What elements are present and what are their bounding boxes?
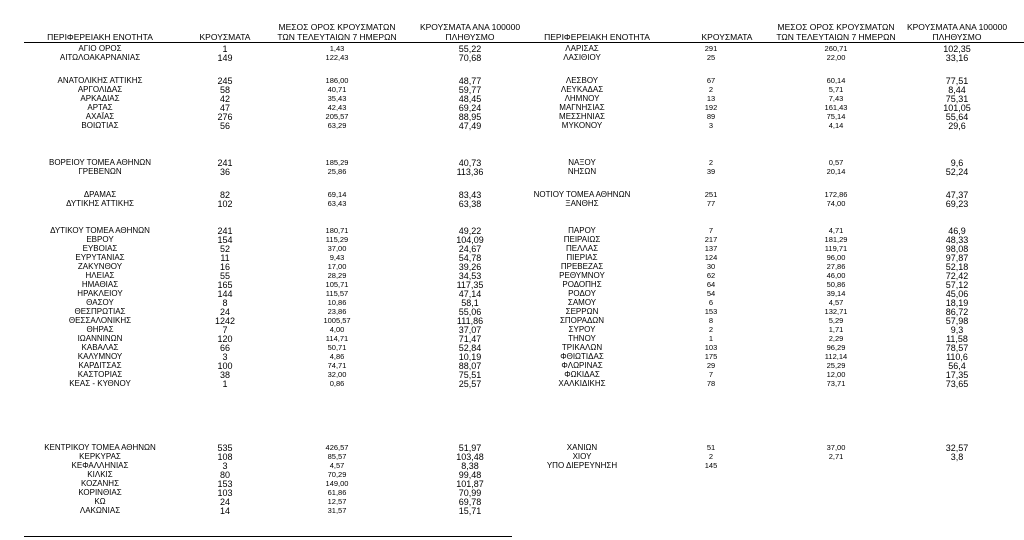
cell-per100k: 18,19: [945, 298, 969, 308]
cell-name: ΛΗΜΝΟΥ: [564, 94, 600, 103]
cell-cases: 149: [217, 53, 233, 63]
cell-avg: 161,43: [824, 103, 848, 112]
cell-avg: 17,00: [327, 262, 347, 271]
cell-avg: 50,71: [327, 343, 347, 352]
cell-avg: 25,29: [826, 361, 846, 370]
cell-per100k: 9,6: [950, 158, 964, 168]
cell-avg: 12,57: [327, 497, 347, 506]
cell-cases: 14: [219, 506, 231, 516]
cell-avg: 96,29: [826, 343, 846, 352]
cell-avg: 31,57: [327, 506, 347, 515]
cell-per100k: 69,78: [458, 497, 482, 507]
cell-cases: 39: [706, 167, 716, 176]
cell-per100k: 88,07: [458, 361, 482, 371]
cell-avg: 119,71: [824, 244, 848, 253]
cell-cases: 241: [217, 226, 233, 236]
cell-name: ΑΝΑΤΟΛΙΚΗΣ ΑΤΤΙΚΗΣ: [57, 76, 143, 85]
cell-name: ΕΥΡΥΤΑΝΙΑΣ: [75, 253, 125, 262]
cell-per100k: 110,6: [946, 352, 968, 362]
cell-avg: 115,57: [325, 289, 349, 298]
cell-per100k: 10,19: [458, 352, 482, 362]
cell-name: ΚΙΛΚΙΣ: [87, 470, 113, 479]
cell-per100k: 86,72: [945, 307, 969, 317]
cell-avg: 23,86: [327, 307, 347, 316]
cell-per100k: 9,3: [950, 325, 964, 335]
header-underline: [24, 42, 512, 43]
cell-cases: 7: [708, 370, 714, 379]
cell-avg: 4,86: [329, 352, 345, 361]
cell-per100k: 75,31: [945, 94, 969, 104]
cell-per100k: 73,65: [945, 379, 969, 389]
cell-per100k: 78,57: [945, 343, 969, 353]
cell-per100k: 71,47: [458, 334, 482, 344]
cell-name: ΕΒΡΟΥ: [86, 235, 114, 244]
cell-cases: 153: [217, 479, 233, 489]
cell-name: ΠΡΕΒΕΖΑΣ: [560, 262, 604, 271]
cell-avg: 7,43: [828, 94, 844, 103]
cell-name: ΑΡΚΑΔΙΑΣ: [80, 94, 120, 103]
cell-cases: 7: [708, 226, 714, 235]
cell-avg: 4,57: [828, 298, 844, 307]
cell-per100k: 24,67: [458, 244, 482, 254]
cell-cases: 13: [706, 94, 716, 103]
cell-cases: 36: [219, 167, 231, 177]
cell-per100k: 83,43: [458, 190, 482, 200]
cell-avg: 20,14: [826, 167, 846, 176]
cell-name: ΚΑΛΥΜΝΟΥ: [77, 352, 123, 361]
cell-name: ΙΩΑΝΝΙΝΩΝ: [77, 334, 123, 343]
cell-cases: 145: [704, 461, 718, 470]
header-per100k-1: ΚΡΟΥΣΜΑΤΑ ΑΝΑ 100000: [419, 22, 521, 32]
cell-cases: 16: [219, 262, 231, 272]
cell-cases: 58: [219, 85, 231, 95]
cell-per100k: 75,51: [458, 370, 482, 380]
cell-name: ΗΡΑΚΛΕΙΟΥ: [77, 289, 123, 298]
header-cases: ΚΡΟΥΣΜΑΤΑ: [701, 32, 753, 42]
cell-name: ΚΕΑΣ - ΚΥΘΝΟΥ: [69, 379, 131, 388]
cell-cases: 245: [217, 76, 233, 86]
cell-avg: 1005,57: [323, 316, 351, 325]
cell-cases: 103: [217, 488, 233, 498]
cell-avg: 105,71: [325, 280, 349, 289]
cell-name: ΚΩ: [94, 497, 106, 506]
cell-avg: 4,57: [329, 461, 345, 470]
cell-per100k: 101,87: [456, 479, 484, 489]
cell-name: ΗΛΕΙΑΣ: [85, 271, 115, 280]
cell-avg: 42,43: [327, 103, 347, 112]
cell-per100k: 98,08: [945, 244, 969, 254]
cell-cases: 29: [706, 361, 716, 370]
cell-per100k: 39,26: [458, 262, 482, 272]
cell-per100k: 57,12: [945, 280, 969, 290]
cell-per100k: 48,45: [458, 94, 482, 104]
cell-cases: 11: [220, 253, 230, 263]
cell-avg: 40,71: [327, 85, 347, 94]
cell-cases: 64: [706, 280, 716, 289]
header-per100k-1: ΚΡΟΥΣΜΑΤΑ ΑΝΑ 100000: [906, 22, 1008, 32]
cell-avg: 60,14: [826, 76, 846, 85]
cell-cases: 55: [219, 271, 231, 281]
cell-per100k: 11,58: [946, 334, 968, 344]
cell-name: ΖΑΚΥΝΘΟΥ: [77, 262, 123, 271]
cell-cases: 1: [222, 44, 228, 54]
cell-per100k: 72,42: [945, 271, 969, 281]
cell-name: ΚΕΦΑΛΛΗΝΙΑΣ: [71, 461, 129, 470]
cell-avg: 122,43: [325, 53, 349, 62]
cell-avg: 180,71: [325, 226, 349, 235]
cell-per100k: 46,9: [948, 226, 966, 236]
cell-cases: 100: [217, 361, 233, 371]
cell-per100k: 8,38: [461, 461, 479, 471]
cell-per100k: 113,36: [456, 167, 484, 177]
cell-per100k: 45,06: [945, 289, 969, 299]
cell-cases: 67: [706, 76, 716, 85]
cell-name: ΘΑΣΟΥ: [86, 298, 114, 307]
header-avg-1: ΜΕΣΟΣ ΟΡΟΣ ΚΡΟΥΣΜΑΤΩΝ: [777, 22, 895, 32]
cell-cases: 2: [708, 85, 714, 94]
header-per100k-2: ΠΛΗΘΥΣΜΟ: [445, 32, 495, 42]
cell-cases: 77: [706, 199, 716, 208]
cell-name: ΕΥΒΟΙΑΣ: [82, 244, 118, 253]
cell-cases: 165: [217, 280, 233, 290]
cell-per100k: 70,68: [458, 53, 482, 63]
cell-name: ΠΑΡΟΥ: [568, 226, 596, 235]
cell-cases: 175: [704, 352, 718, 361]
cell-cases: 1: [222, 379, 228, 389]
right-table: [512, 0, 1024, 540]
cell-cases: 124: [704, 253, 718, 262]
cell-per100k: 102,35: [943, 44, 971, 54]
cell-per100k: 8,44: [948, 85, 966, 95]
header-region: ΠΕΡΙΦΕΡΕΙΑΚΗ ΕΝΟΤΗΤΑ: [544, 32, 650, 42]
cell-per100k: 103,48: [456, 452, 484, 462]
cell-avg: 37,00: [327, 244, 347, 253]
cell-name: ΑΡΤΑΣ: [87, 103, 113, 112]
cell-cases: 3: [222, 352, 228, 362]
cell-cases: 78: [706, 379, 716, 388]
cell-cases: 82: [219, 190, 231, 200]
header-per100k-2: ΠΛΗΘΥΣΜΟ: [932, 32, 982, 42]
cell-avg: 205,57: [325, 112, 349, 121]
cell-cases: 24: [219, 307, 231, 317]
cell-avg: 114,71: [325, 334, 349, 343]
cell-name: ΛΕΣΒΟΥ: [565, 76, 599, 85]
cell-cases: 103: [704, 343, 718, 352]
cell-avg: 2,71: [828, 452, 844, 461]
cell-cases: 3: [222, 461, 228, 471]
cell-per100k: 47,14: [458, 289, 482, 299]
cell-per100k: 99,48: [458, 470, 482, 480]
cell-per100k: 117,35: [456, 280, 484, 290]
cell-cases: 217: [704, 235, 718, 244]
cell-name: ΑΓΙΟ ΟΡΟΣ: [78, 44, 122, 53]
cell-name: ΧΑΛΚΙΔΙΚΗΣ: [558, 379, 606, 388]
cell-avg: 1,43: [329, 44, 345, 53]
cell-name: ΜΑΓΝΗΣΙΑΣ: [559, 103, 605, 112]
cell-name: ΓΡΕΒΕΝΩΝ: [78, 167, 122, 176]
cell-cases: 108: [217, 452, 233, 462]
header-avg-2: ΤΩΝ ΤΕΛΕΥΤΑΙΩΝ 7 ΗΜΕΡΩΝ: [277, 32, 397, 42]
cell-cases: 56: [219, 121, 231, 131]
cell-name: ΣΠΟΡΑΔΩΝ: [559, 316, 605, 325]
cell-per100k: 63,38: [458, 199, 482, 209]
cell-cases: 192: [704, 103, 718, 112]
cell-avg: 39,14: [826, 289, 846, 298]
cell-avg: 4,14: [828, 121, 844, 130]
cell-cases: 153: [704, 307, 718, 316]
cell-avg: 260,71: [824, 44, 848, 53]
cell-per100k: 101,05: [943, 103, 971, 113]
header-cases: ΚΡΟΥΣΜΑΤΑ: [199, 32, 251, 42]
cell-per100k: 104,09: [456, 235, 484, 245]
cell-avg: 37,00: [826, 443, 846, 452]
header-underline: [512, 42, 1024, 43]
cell-name: ΣΥΡΟΥ: [568, 325, 596, 334]
cell-avg: 61,86: [327, 488, 347, 497]
cell-per100k: 51,97: [458, 443, 482, 453]
cell-avg: 50,86: [826, 280, 846, 289]
cell-per100k: 97,87: [945, 253, 969, 263]
cell-cases: 47: [219, 103, 231, 113]
cell-name: ΜΥΚΟΝΟΥ: [561, 121, 603, 130]
cell-name: ΜΕΣΣΗΝΙΑΣ: [559, 112, 605, 121]
cell-avg: 27,86: [826, 262, 846, 271]
cell-per100k: 69,23: [945, 199, 969, 209]
cell-per100k: 34,53: [458, 271, 482, 281]
cell-name: ΡΟΔΟΠΗΣ: [562, 280, 602, 289]
cell-name: ΚΑΣΤΟΡΙΑΣ: [77, 370, 123, 379]
cell-cases: 154: [217, 235, 233, 245]
cell-name: ΦΩΚΙΔΑΣ: [564, 370, 600, 379]
cell-per100k: 32,57: [945, 443, 969, 453]
header-region: ΠΕΡΙΦΕΡΕΙΑΚΗ ΕΝΟΤΗΤΑ: [47, 32, 153, 42]
cell-cases: 38: [219, 370, 231, 380]
cell-name: ΔΥΤΙΚΟΥ ΤΟΜΕΑ ΑΘΗΝΩΝ: [50, 226, 150, 235]
cell-avg: 9,43: [329, 253, 345, 262]
cell-avg: 4,00: [329, 325, 345, 334]
cell-name: ΠΕΙΡΑΙΩΣ: [563, 235, 601, 244]
cell-name: ΡΕΘΥΜΝΟΥ: [559, 271, 605, 280]
cell-cases: 137: [704, 244, 718, 253]
cell-cases: 7: [222, 325, 228, 335]
cell-per100k: 59,77: [458, 85, 482, 95]
cell-cases: 251: [704, 190, 718, 199]
cell-name: ΚΟΖΑΝΗΣ: [80, 479, 120, 488]
cell-cases: 30: [706, 262, 716, 271]
cell-avg: 0,86: [329, 379, 345, 388]
cell-avg: 28,29: [327, 271, 347, 280]
cell-name: ΔΥΤΙΚΗΣ ΑΤΤΙΚΗΣ: [66, 199, 134, 208]
cell-per100k: 47,37: [945, 190, 969, 200]
cell-name: ΞΑΝΘΗΣ: [565, 199, 599, 208]
cell-avg: 74,71: [327, 361, 347, 370]
cell-cases: 66: [219, 343, 231, 353]
cell-per100k: 17,35: [945, 370, 969, 380]
cell-per100k: 55,22: [458, 44, 482, 54]
cell-name: ΚΕΡΚΥΡΑΣ: [79, 452, 121, 461]
cell-cases: 8: [708, 316, 714, 325]
cell-per100k: 58,1: [461, 298, 479, 308]
cell-name: ΔΡΑΜΑΣ: [83, 190, 117, 199]
cell-avg: 5,71: [828, 85, 844, 94]
cell-cases: 24: [219, 497, 231, 507]
cell-cases: 241: [217, 158, 233, 168]
cell-avg: 70,29: [327, 470, 347, 479]
cell-avg: 0,57: [828, 158, 844, 167]
cell-per100k: 25,57: [458, 379, 482, 389]
cell-name: ΠΕΛΛΑΣ: [565, 244, 599, 253]
cell-avg: 4,71: [828, 226, 844, 235]
cell-cases: 52: [219, 244, 231, 254]
cell-name: ΗΜΑΘΙΑΣ: [81, 280, 119, 289]
cell-avg: 12,00: [826, 370, 846, 379]
cell-per100k: 40,73: [458, 158, 482, 168]
cell-avg: 1,71: [828, 325, 844, 334]
cell-cases: 54: [706, 289, 716, 298]
cell-avg: 35,43: [327, 94, 347, 103]
cell-name: ΤΗΝΟΥ: [568, 334, 596, 343]
cell-avg: 2,29: [828, 334, 844, 343]
cell-per100k: 70,99: [458, 488, 482, 498]
cell-per100k: 48,33: [945, 235, 969, 245]
cell-per100k: 57,98: [945, 316, 969, 326]
cell-name: ΚΟΡΙΝΘΙΑΣ: [78, 488, 122, 497]
cell-avg: 25,86: [327, 167, 347, 176]
cell-per100k: 88,95: [458, 112, 482, 122]
cell-name: ΑΡΓΟΛΙΔΑΣ: [77, 85, 123, 94]
cell-per100k: 55,64: [945, 112, 969, 122]
cell-avg: 73,71: [826, 379, 846, 388]
cell-avg: 181,29: [824, 235, 848, 244]
cell-avg: 32,00: [327, 370, 347, 379]
cell-name: ΥΠΟ ΔΙΕΡΕΥΝΗΣΗ: [546, 461, 618, 470]
cell-per100k: 52,24: [945, 167, 969, 177]
cell-cases: 8: [222, 298, 228, 308]
cell-avg: 22,00: [826, 53, 846, 62]
cell-per100k: 77,51: [945, 76, 969, 86]
cell-cases: 291: [704, 44, 718, 53]
cell-avg: 75,14: [826, 112, 846, 121]
cell-avg: 149,00: [325, 479, 349, 488]
bottom-rule: [24, 536, 512, 537]
cell-name: ΒΟΙΩΤΙΑΣ: [81, 121, 119, 130]
cell-avg: 74,00: [826, 199, 846, 208]
cell-per100k: 49,22: [458, 226, 482, 236]
cell-avg: 132,71: [824, 307, 848, 316]
cell-cases: 2: [708, 452, 714, 461]
cell-per100k: 33,16: [945, 53, 969, 63]
cell-avg: 46,00: [826, 271, 846, 280]
cell-name: ΠΙΕΡΙΑΣ: [566, 253, 598, 262]
cell-name: ΛΑΣΙΘΙΟΥ: [563, 53, 601, 62]
cell-per100k: 111,86: [456, 316, 484, 326]
cell-cases: 1: [708, 334, 714, 343]
cell-cases: 144: [217, 289, 233, 299]
header-avg-1: ΜΕΣΟΣ ΟΡΟΣ ΚΡΟΥΣΜΑΤΩΝ: [278, 22, 396, 32]
cell-avg: 96,00: [826, 253, 846, 262]
cell-name: ΒΟΡΕΙΟΥ ΤΟΜΕΑ ΑΘΗΝΩΝ: [48, 158, 152, 167]
cell-avg: 112,14: [824, 352, 848, 361]
cell-cases: 276: [217, 112, 233, 122]
cell-per100k: 37,07: [458, 325, 482, 335]
cell-name: ΚΕΝΤΡΙΚΟΥ ΤΟΜΕΑ ΑΘΗΝΩΝ: [44, 443, 156, 452]
cell-name: ΘΕΣΣΑΛΟΝΙΚΗΣ: [68, 316, 132, 325]
cell-per100k: 15,71: [458, 506, 482, 516]
cell-cases: 3: [708, 121, 714, 130]
cell-per100k: 54,78: [458, 253, 482, 263]
cell-name: ΡΟΔΟΥ: [568, 289, 596, 298]
cell-name: ΘΗΡΑΣ: [86, 325, 114, 334]
cell-avg: 5,29: [828, 316, 844, 325]
cell-cases: 535: [217, 443, 233, 453]
cell-cases: 2: [708, 325, 714, 334]
cell-name: ΦΘΙΩΤΙΔΑΣ: [560, 352, 604, 361]
cell-avg: 426,57: [325, 443, 349, 452]
cell-name: ΚΑΡΔΙΤΣΑΣ: [78, 361, 122, 370]
cell-avg: 185,29: [325, 158, 349, 167]
cell-name: ΣΕΡΡΩΝ: [565, 307, 599, 316]
cell-per100k: 52,84: [458, 343, 482, 353]
cell-name: ΝΗΣΩΝ: [567, 167, 597, 176]
cell-per100k: 69,24: [458, 103, 482, 113]
cell-avg: 115,29: [325, 235, 349, 244]
cell-cases: 6: [708, 298, 714, 307]
cell-cases: 2: [708, 158, 714, 167]
cell-cases: 51: [706, 443, 716, 452]
cell-per100k: 56,4: [948, 361, 966, 371]
cell-name: ΛΑΡΙΣΑΣ: [565, 44, 599, 53]
cell-avg: 63,43: [327, 199, 347, 208]
cell-cases: 1242: [214, 316, 236, 326]
cell-per100k: 3,8: [950, 452, 964, 462]
cell-name: ΘΕΣΠΡΩΤΙΑΣ: [74, 307, 126, 316]
cell-per100k: 52,18: [945, 262, 969, 272]
cell-cases: 80: [219, 470, 231, 480]
cell-cases: 89: [706, 112, 716, 121]
cell-per100k: 47,49: [458, 121, 482, 131]
cell-per100k: 29,6: [948, 121, 966, 131]
cell-name: ΤΡΙΚΑΛΩΝ: [561, 343, 603, 352]
cell-avg: 69,14: [327, 190, 347, 199]
cell-cases: 120: [217, 334, 233, 344]
cell-per100k: 55,06: [458, 307, 482, 317]
cell-avg: 63,29: [327, 121, 347, 130]
cell-cases: 62: [706, 271, 716, 280]
cell-avg: 10,86: [327, 298, 347, 307]
cell-name: ΦΛΩΡΙΝΑΣ: [561, 361, 603, 370]
header-avg-2: ΤΩΝ ΤΕΛΕΥΤΑΙΩΝ 7 ΗΜΕΡΩΝ: [776, 32, 896, 42]
cell-avg: 85,57: [327, 452, 347, 461]
cell-name: ΑΧΑΪΑΣ: [85, 112, 115, 121]
cell-name: ΝΑΞΟΥ: [568, 158, 596, 167]
cell-avg: 186,00: [325, 76, 349, 85]
cell-name: ΝΟΤΙΟΥ ΤΟΜΕΑ ΑΘΗΝΩΝ: [533, 190, 631, 199]
cell-name: ΑΙΤΩΛΟΑΚΑΡΝΑΝΙΑΣ: [59, 53, 141, 62]
cell-per100k: 48,77: [458, 76, 482, 86]
cell-name: ΚΑΒΑΛΑΣ: [81, 343, 119, 352]
cell-cases: 25: [706, 53, 716, 62]
cell-name: ΛΑΚΩΝΙΑΣ: [79, 506, 121, 515]
cell-name: ΛΕΥΚΑΔΑΣ: [560, 85, 604, 94]
cell-avg: 172,86: [824, 190, 848, 199]
cell-cases: 102: [217, 199, 233, 209]
cell-name: ΧΑΝΙΩΝ: [566, 443, 598, 452]
cell-name: ΧΙΟΥ: [572, 452, 592, 461]
cell-name: ΣΑΜΟΥ: [567, 298, 597, 307]
cell-cases: 42: [219, 94, 231, 104]
